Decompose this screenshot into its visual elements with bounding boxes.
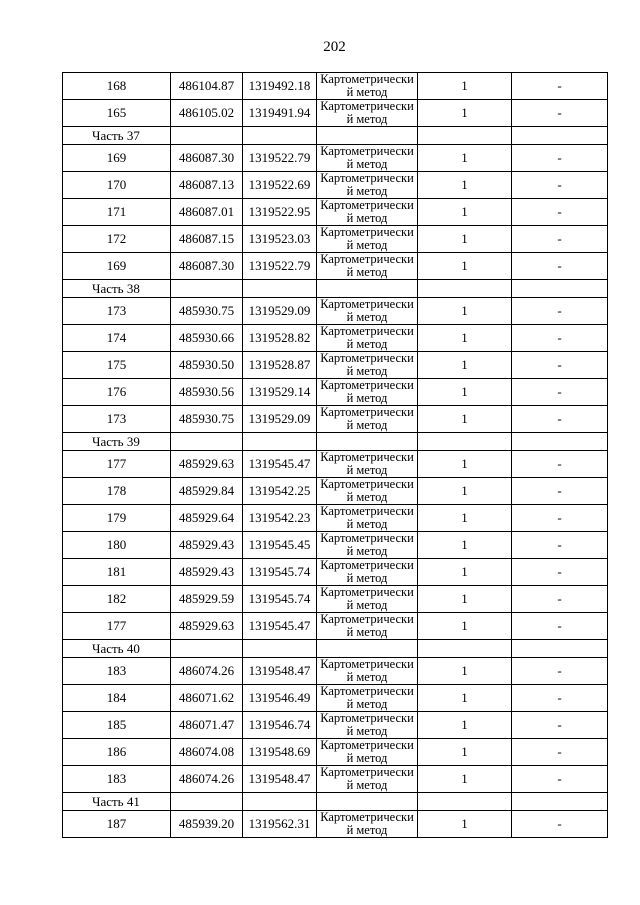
y-coordinate-cell: 1319522.79 (243, 253, 317, 280)
mark-cell: - (512, 298, 608, 325)
empty-cell (418, 433, 512, 451)
method-line: й метод (346, 823, 388, 837)
method-line: й метод (346, 391, 388, 405)
empty-cell (243, 280, 317, 298)
count-cell: 1 (418, 586, 512, 613)
method-cell (317, 253, 418, 280)
method-text (317, 199, 417, 225)
method-text (317, 478, 417, 504)
table-row (63, 73, 608, 100)
method-cell (317, 658, 418, 685)
table-row (63, 532, 608, 559)
method-cell (317, 451, 418, 478)
method-cell (317, 73, 418, 100)
count-cell: 1 (418, 379, 512, 406)
point-number-cell: 173 (63, 298, 171, 325)
table-row (63, 712, 608, 739)
empty-cell (317, 640, 418, 658)
x-coordinate-cell: 486074.26 (171, 766, 243, 793)
x-coordinate-cell: 486104.87 (171, 73, 243, 100)
section-row (63, 280, 608, 298)
mark-cell: - (512, 73, 608, 100)
method-cell (317, 739, 418, 766)
count-cell: 1 (418, 766, 512, 793)
method-line: й метод (346, 310, 388, 324)
y-coordinate-cell: 1319542.25 (243, 478, 317, 505)
method-line: й метод (346, 598, 388, 612)
method-cell (317, 766, 418, 793)
section-label: Часть 37 (63, 127, 171, 145)
y-coordinate-cell: 1319546.74 (243, 712, 317, 739)
method-cell (317, 199, 418, 226)
method-text (317, 712, 417, 738)
table-row (63, 613, 608, 640)
count-cell: 1 (418, 811, 512, 838)
y-coordinate-cell: 1319523.03 (243, 226, 317, 253)
point-number-cell: 181 (63, 559, 171, 586)
empty-cell (243, 433, 317, 451)
count-cell: 1 (418, 658, 512, 685)
method-text (317, 451, 417, 477)
method-cell (317, 685, 418, 712)
empty-cell (317, 433, 418, 451)
method-text (317, 739, 417, 765)
mark-cell: - (512, 478, 608, 505)
mark-cell: - (512, 226, 608, 253)
method-text (317, 685, 417, 711)
method-line: й метод (346, 751, 388, 765)
method-cell (317, 712, 418, 739)
table-row (63, 226, 608, 253)
method-line: й метод (346, 697, 388, 711)
y-coordinate-cell: 1319562.31 (243, 811, 317, 838)
method-line: Картометрически (320, 586, 414, 599)
count-cell: 1 (418, 613, 512, 640)
y-coordinate-cell: 1319548.47 (243, 658, 317, 685)
x-coordinate-cell: 486087.15 (171, 226, 243, 253)
y-coordinate-cell: 1319545.45 (243, 532, 317, 559)
empty-cell (243, 793, 317, 811)
x-coordinate-cell: 486105.02 (171, 100, 243, 127)
table-row (63, 199, 608, 226)
method-line: Картометрически (320, 811, 414, 824)
coordinates-table-body (63, 73, 608, 838)
method-line: й метод (346, 724, 388, 738)
count-cell: 1 (418, 505, 512, 532)
point-number-cell: 182 (63, 586, 171, 613)
empty-cell (243, 127, 317, 145)
method-text (317, 379, 417, 405)
method-line: Картометрически (320, 352, 414, 365)
empty-cell (512, 793, 608, 811)
y-coordinate-cell: 1319522.79 (243, 145, 317, 172)
method-cell (317, 586, 418, 613)
method-cell (317, 613, 418, 640)
method-line: й метод (346, 85, 388, 99)
table-row (63, 685, 608, 712)
method-line: й метод (346, 544, 388, 558)
mark-cell: - (512, 172, 608, 199)
mark-cell: - (512, 352, 608, 379)
count-cell: 1 (418, 739, 512, 766)
point-number-cell: 169 (63, 145, 171, 172)
table-row (63, 352, 608, 379)
mark-cell: - (512, 379, 608, 406)
table-row (63, 811, 608, 838)
method-cell (317, 298, 418, 325)
method-text (317, 613, 417, 639)
method-text (317, 253, 417, 279)
empty-cell (317, 280, 418, 298)
method-line: й метод (346, 571, 388, 585)
x-coordinate-cell: 485930.56 (171, 379, 243, 406)
x-coordinate-cell: 485929.59 (171, 586, 243, 613)
mark-cell: - (512, 559, 608, 586)
method-text (317, 532, 417, 558)
point-number-cell: 186 (63, 739, 171, 766)
method-line: Картометрически (320, 379, 414, 392)
point-number-cell: 165 (63, 100, 171, 127)
mark-cell: - (512, 613, 608, 640)
mark-cell: - (512, 532, 608, 559)
method-text (317, 325, 417, 351)
empty-cell (243, 640, 317, 658)
mark-cell: - (512, 145, 608, 172)
section-label: Часть 41 (63, 793, 171, 811)
method-line: Картометрически (320, 226, 414, 239)
y-coordinate-cell: 1319548.69 (243, 739, 317, 766)
x-coordinate-cell: 485929.64 (171, 505, 243, 532)
method-line: Картометрически (320, 658, 414, 671)
table-row (63, 145, 608, 172)
method-line: й метод (346, 778, 388, 792)
y-coordinate-cell: 1319545.47 (243, 613, 317, 640)
empty-cell (171, 280, 243, 298)
x-coordinate-cell: 486087.01 (171, 199, 243, 226)
y-coordinate-cell: 1319528.87 (243, 352, 317, 379)
method-line: Картометрически (320, 613, 414, 626)
count-cell: 1 (418, 226, 512, 253)
method-line: Картометрически (320, 145, 414, 158)
count-cell: 1 (418, 712, 512, 739)
method-cell (317, 172, 418, 199)
table-row (63, 325, 608, 352)
method-text (317, 172, 417, 198)
section-row (63, 793, 608, 811)
point-number-cell: 169 (63, 253, 171, 280)
method-text (317, 352, 417, 378)
empty-cell (418, 280, 512, 298)
method-line: Картометрически (320, 298, 414, 311)
method-line: й метод (346, 238, 388, 252)
method-line: й метод (346, 625, 388, 639)
method-cell (317, 559, 418, 586)
method-line: Картометрически (320, 478, 414, 491)
method-cell (317, 325, 418, 352)
method-text (317, 658, 417, 684)
table-row (63, 559, 608, 586)
mark-cell: - (512, 199, 608, 226)
mark-cell: - (512, 451, 608, 478)
empty-cell (512, 433, 608, 451)
method-text (317, 406, 417, 432)
mark-cell: - (512, 739, 608, 766)
x-coordinate-cell: 486087.13 (171, 172, 243, 199)
y-coordinate-cell: 1319548.47 (243, 766, 317, 793)
table-row (63, 451, 608, 478)
point-number-cell: 177 (63, 613, 171, 640)
method-line: Картометрически (320, 406, 414, 419)
method-cell (317, 406, 418, 433)
table-row (63, 478, 608, 505)
point-number-cell: 177 (63, 451, 171, 478)
count-cell: 1 (418, 478, 512, 505)
x-coordinate-cell: 486087.30 (171, 253, 243, 280)
x-coordinate-cell: 486071.62 (171, 685, 243, 712)
mark-cell: - (512, 100, 608, 127)
mark-cell: - (512, 811, 608, 838)
count-cell: 1 (418, 145, 512, 172)
section-row (63, 433, 608, 451)
method-line: Картометрически (320, 532, 414, 545)
empty-cell (512, 127, 608, 145)
method-line: й метод (346, 463, 388, 477)
point-number-cell: 170 (63, 172, 171, 199)
empty-cell (171, 127, 243, 145)
x-coordinate-cell: 485929.63 (171, 613, 243, 640)
point-number-cell: 179 (63, 505, 171, 532)
count-cell: 1 (418, 451, 512, 478)
method-text (317, 298, 417, 324)
empty-cell (171, 433, 243, 451)
section-row (63, 127, 608, 145)
mark-cell: - (512, 406, 608, 433)
count-cell: 1 (418, 559, 512, 586)
method-text (317, 145, 417, 171)
point-number-cell: 178 (63, 478, 171, 505)
method-line: й метод (346, 157, 388, 171)
count-cell: 1 (418, 325, 512, 352)
count-cell: 1 (418, 73, 512, 100)
point-number-cell: 183 (63, 766, 171, 793)
empty-cell (418, 127, 512, 145)
method-line: й метод (346, 364, 388, 378)
y-coordinate-cell: 1319491.94 (243, 100, 317, 127)
x-coordinate-cell: 486071.47 (171, 712, 243, 739)
point-number-cell: 183 (63, 658, 171, 685)
x-coordinate-cell: 485930.66 (171, 325, 243, 352)
method-line: й метод (346, 112, 388, 126)
table-row (63, 298, 608, 325)
method-line: Картометрически (320, 325, 414, 338)
method-text (317, 586, 417, 612)
method-cell (317, 379, 418, 406)
method-text (317, 100, 417, 126)
point-number-cell: 175 (63, 352, 171, 379)
y-coordinate-cell: 1319545.47 (243, 451, 317, 478)
method-cell (317, 811, 418, 838)
empty-cell (171, 793, 243, 811)
table-row (63, 379, 608, 406)
mark-cell: - (512, 712, 608, 739)
y-coordinate-cell: 1319529.09 (243, 406, 317, 433)
method-cell (317, 100, 418, 127)
mark-cell: - (512, 505, 608, 532)
y-coordinate-cell: 1319528.82 (243, 325, 317, 352)
method-cell (317, 226, 418, 253)
method-text (317, 73, 417, 99)
method-text (317, 766, 417, 792)
method-cell (317, 352, 418, 379)
section-row (63, 640, 608, 658)
x-coordinate-cell: 485929.43 (171, 559, 243, 586)
table-row (63, 100, 608, 127)
method-line: й метод (346, 418, 388, 432)
section-label: Часть 39 (63, 433, 171, 451)
empty-cell (317, 793, 418, 811)
y-coordinate-cell: 1319542.23 (243, 505, 317, 532)
count-cell: 1 (418, 406, 512, 433)
point-number-cell: 185 (63, 712, 171, 739)
method-text (317, 559, 417, 585)
y-coordinate-cell: 1319529.14 (243, 379, 317, 406)
method-line: Картометрически (320, 685, 414, 698)
method-line: й метод (346, 490, 388, 504)
coordinates-table (62, 72, 608, 838)
method-line: й метод (346, 265, 388, 279)
count-cell: 1 (418, 685, 512, 712)
point-number-cell: 172 (63, 226, 171, 253)
method-line: Картометрически (320, 739, 414, 752)
count-cell: 1 (418, 532, 512, 559)
x-coordinate-cell: 485929.63 (171, 451, 243, 478)
empty-cell (512, 280, 608, 298)
y-coordinate-cell: 1319529.09 (243, 298, 317, 325)
x-coordinate-cell: 486087.30 (171, 145, 243, 172)
x-coordinate-cell: 485929.43 (171, 532, 243, 559)
method-line: Картометрически (320, 451, 414, 464)
x-coordinate-cell: 486074.08 (171, 739, 243, 766)
method-line: й метод (346, 670, 388, 684)
method-line: Картометрически (320, 505, 414, 518)
point-number-cell: 171 (63, 199, 171, 226)
method-line: Картометрически (320, 100, 414, 113)
y-coordinate-cell: 1319546.49 (243, 685, 317, 712)
method-cell (317, 532, 418, 559)
table-row (63, 406, 608, 433)
point-number-cell: 184 (63, 685, 171, 712)
method-cell (317, 505, 418, 532)
page-number: 202 (323, 39, 346, 55)
table-row (63, 586, 608, 613)
method-line: й метод (346, 517, 388, 531)
x-coordinate-cell: 485930.75 (171, 406, 243, 433)
x-coordinate-cell: 485930.50 (171, 352, 243, 379)
section-label: Часть 38 (63, 280, 171, 298)
y-coordinate-cell: 1319545.74 (243, 586, 317, 613)
count-cell: 1 (418, 298, 512, 325)
method-line: Картометрически (320, 712, 414, 725)
method-text (317, 226, 417, 252)
x-coordinate-cell: 485929.84 (171, 478, 243, 505)
empty-cell (418, 640, 512, 658)
y-coordinate-cell: 1319522.95 (243, 199, 317, 226)
x-coordinate-cell: 485939.20 (171, 811, 243, 838)
mark-cell: - (512, 586, 608, 613)
count-cell: 1 (418, 172, 512, 199)
table-row (63, 172, 608, 199)
mark-cell: - (512, 658, 608, 685)
table-row (63, 253, 608, 280)
count-cell: 1 (418, 100, 512, 127)
method-line: Картометрически (320, 253, 414, 266)
y-coordinate-cell: 1319522.69 (243, 172, 317, 199)
y-coordinate-cell: 1319545.74 (243, 559, 317, 586)
point-number-cell: 173 (63, 406, 171, 433)
method-line: й метод (346, 211, 388, 225)
method-text (317, 811, 417, 837)
table-row (63, 766, 608, 793)
mark-cell: - (512, 253, 608, 280)
empty-cell (317, 127, 418, 145)
section-label: Часть 40 (63, 640, 171, 658)
mark-cell: - (512, 766, 608, 793)
point-number-cell: 187 (63, 811, 171, 838)
method-line: Картометрически (320, 559, 414, 572)
mark-cell: - (512, 325, 608, 352)
empty-cell (418, 793, 512, 811)
x-coordinate-cell: 486074.26 (171, 658, 243, 685)
method-line: й метод (346, 337, 388, 351)
empty-cell (171, 640, 243, 658)
x-coordinate-cell: 485930.75 (171, 298, 243, 325)
method-line: й метод (346, 184, 388, 198)
count-cell: 1 (418, 352, 512, 379)
method-line: Картометрически (320, 766, 414, 779)
method-line: Картометрически (320, 73, 414, 86)
table-row (63, 505, 608, 532)
table-row (63, 658, 608, 685)
point-number-cell: 174 (63, 325, 171, 352)
method-cell (317, 478, 418, 505)
method-line: Картометрически (320, 172, 414, 185)
empty-cell (512, 640, 608, 658)
method-cell (317, 145, 418, 172)
table-row (63, 739, 608, 766)
y-coordinate-cell: 1319492.18 (243, 73, 317, 100)
point-number-cell: 168 (63, 73, 171, 100)
count-cell: 1 (418, 199, 512, 226)
point-number-cell: 180 (63, 532, 171, 559)
mark-cell: - (512, 685, 608, 712)
method-line: Картометрически (320, 199, 414, 212)
count-cell: 1 (418, 253, 512, 280)
point-number-cell: 176 (63, 379, 171, 406)
method-text (317, 505, 417, 531)
